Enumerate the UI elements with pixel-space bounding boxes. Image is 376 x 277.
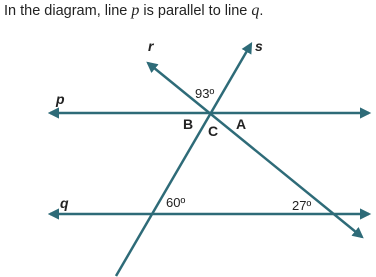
line-label-s: s xyxy=(255,38,263,54)
point-label-a: A xyxy=(236,116,247,132)
line-label-r: r xyxy=(148,38,154,54)
prompt-var-q: q xyxy=(251,2,260,19)
prompt-lead: In the diagram, line xyxy=(4,3,132,19)
line-s xyxy=(116,44,251,276)
point-label-c: C xyxy=(208,123,219,139)
line-label-q: q xyxy=(60,195,69,211)
prompt-mid: is parallel to line xyxy=(139,3,252,19)
point-label-b: B xyxy=(183,116,194,132)
angle-label-27: 27º xyxy=(292,198,312,213)
angle-label-60: 60º xyxy=(166,195,186,210)
line-label-p: p xyxy=(56,91,65,107)
line-r xyxy=(148,63,362,237)
prompt-var-p: p xyxy=(131,2,140,19)
prompt-tail: . xyxy=(259,3,264,19)
angle-label-93: 93º xyxy=(195,86,215,101)
